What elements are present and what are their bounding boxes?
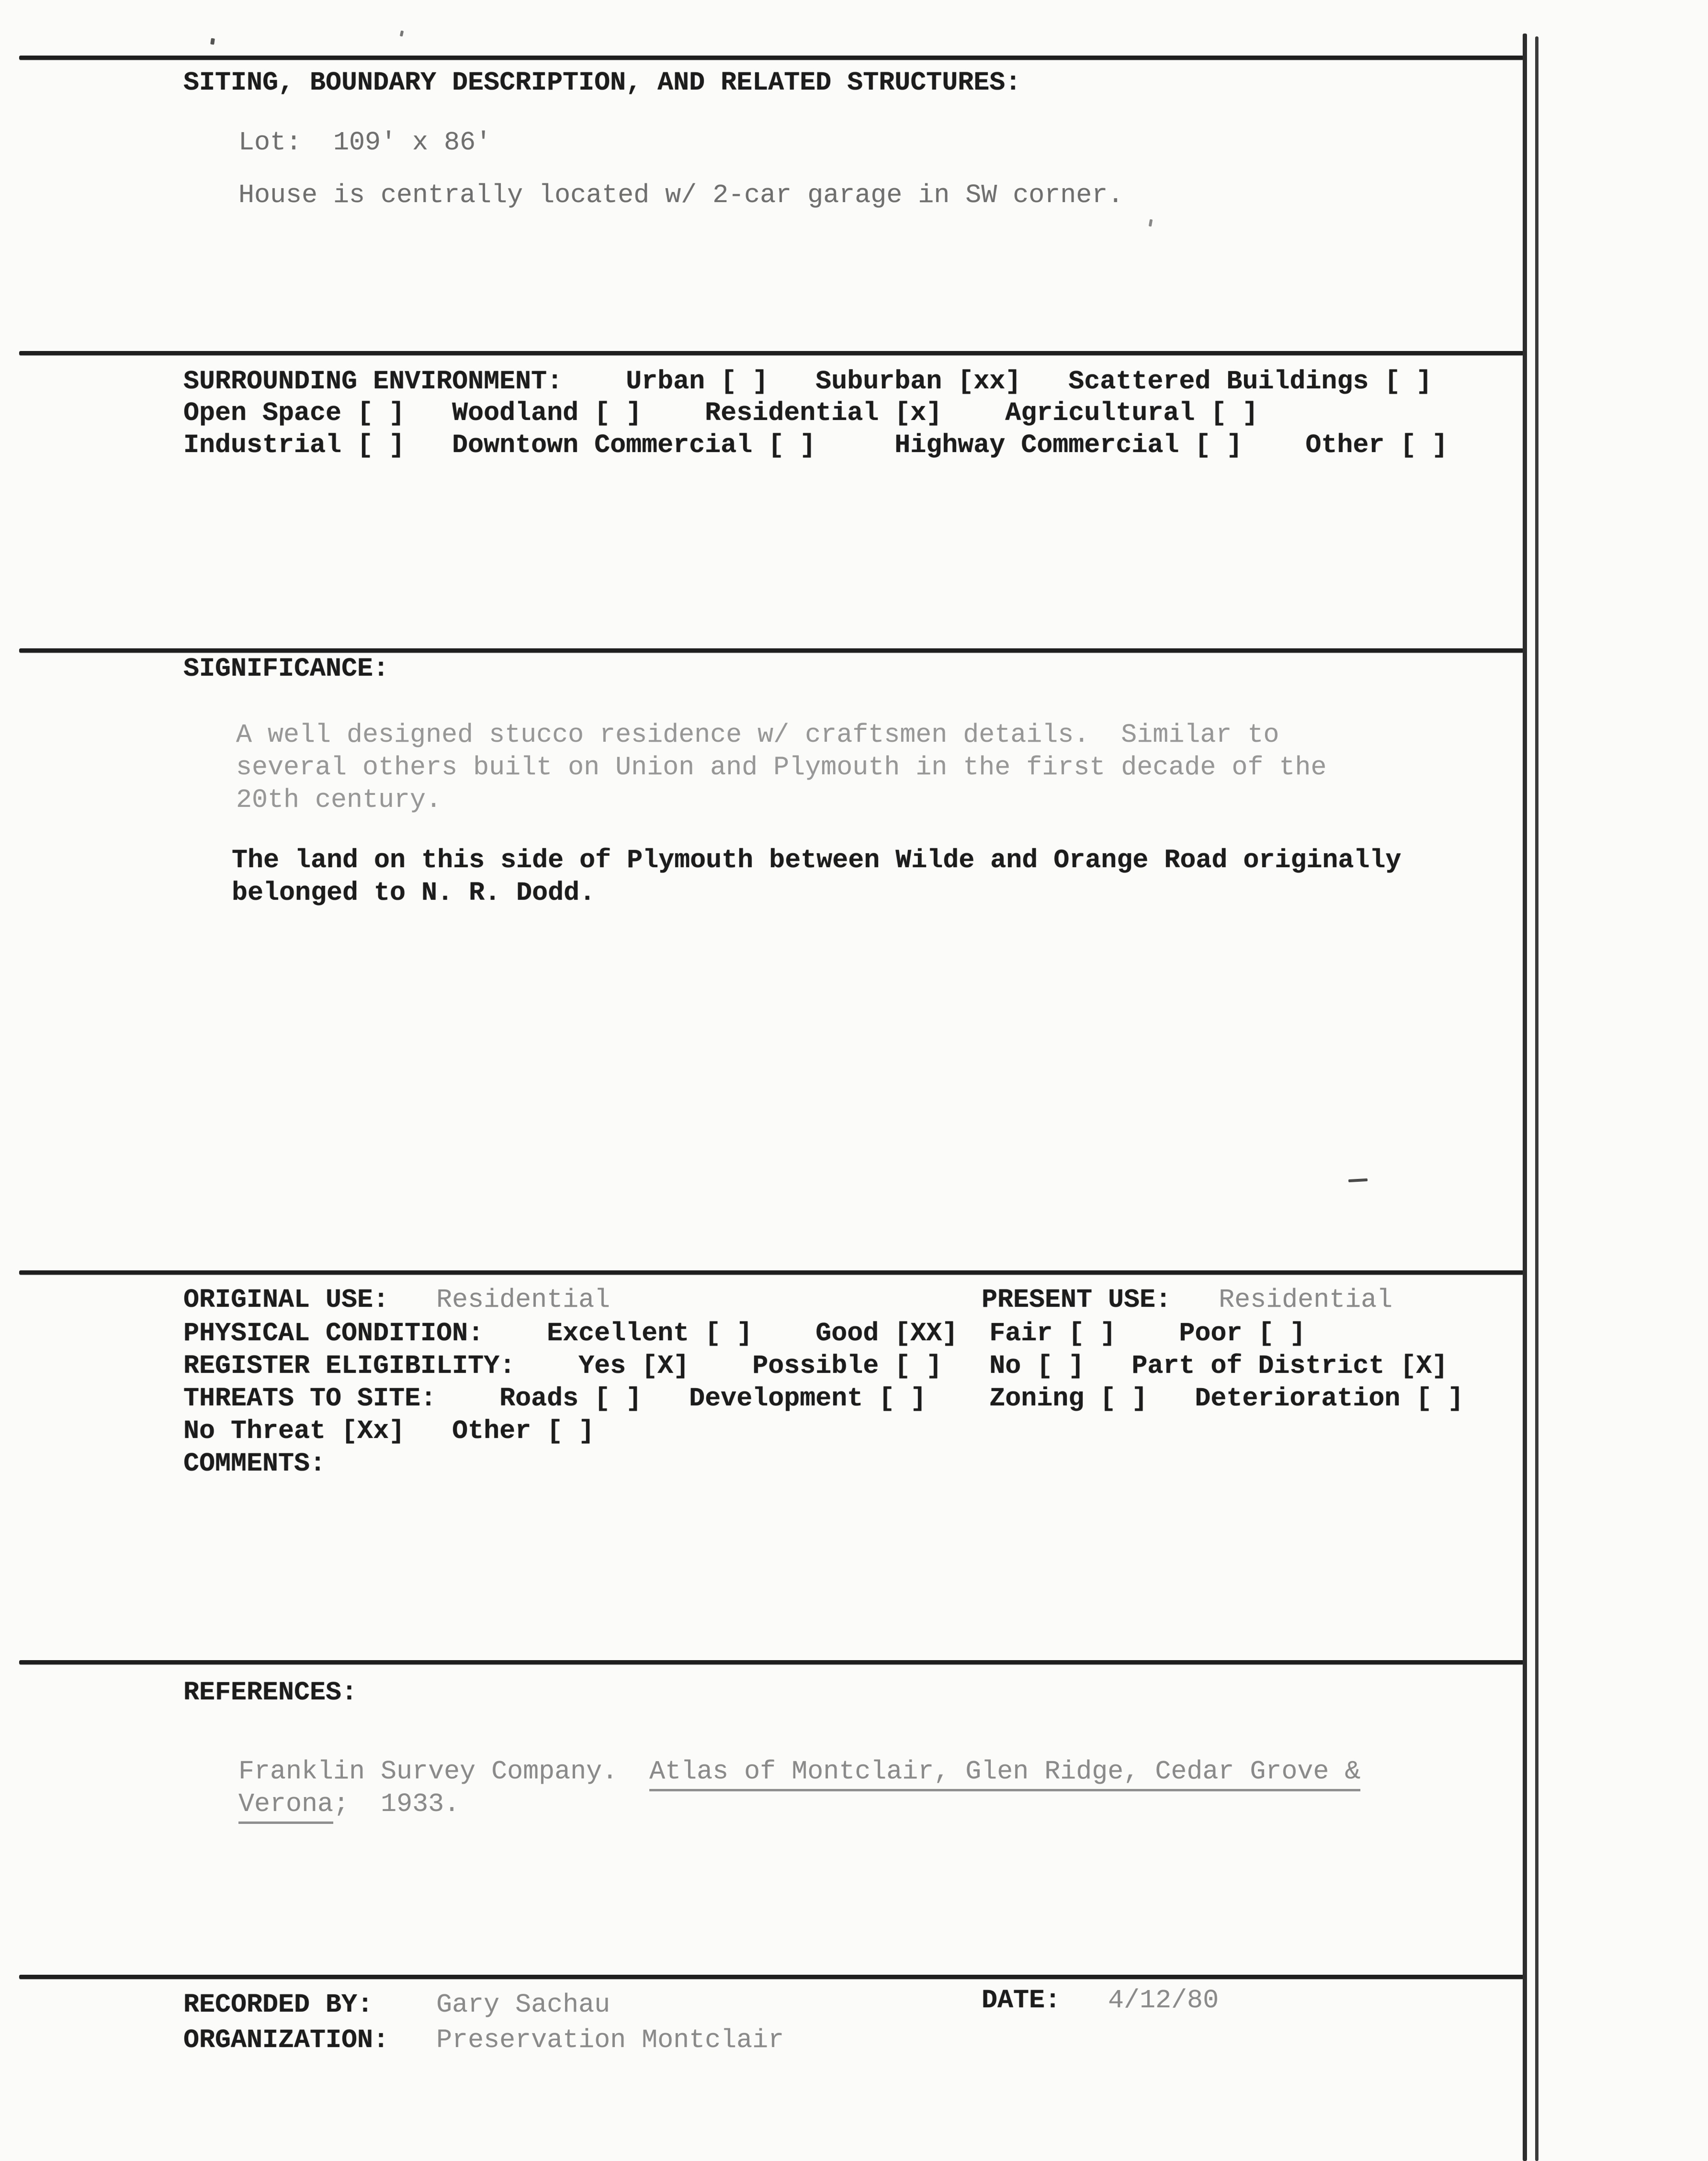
horizontal-rule-use (19, 1270, 1524, 1275)
date-label: DATE: (982, 1985, 1061, 2015)
significance-paragraph1-line3: 20th century. (236, 785, 442, 815)
date-value: 4/12/80 (1108, 1985, 1219, 2015)
reference-atlas-title: Atlas of Montclair, Glen Ridge, Cedar Grove & (649, 1756, 1360, 1791)
threats-to-site-line: THREATS TO SITE: Roads [ ] Development [ ] Zoning [ ] Deterioration [ ] (183, 1383, 1464, 1414)
references-title: REFERENCES: (183, 1677, 358, 1708)
original-use-label: ORIGINAL USE: (183, 1285, 389, 1315)
reference-author: Franklin Survey Company. (238, 1756, 618, 1787)
recorded-by-line (183, 1991, 610, 2018)
original-use-value: Residential (436, 1285, 611, 1315)
significance-title: SIGNIFICANCE: (183, 654, 389, 684)
ink-speck (210, 38, 215, 45)
horizontal-rule-footer (19, 1975, 1524, 1979)
right-border-line-outer (1535, 36, 1538, 2161)
reference-citation-line2 (238, 1791, 460, 1817)
present-use-line (982, 1287, 1392, 1313)
horizontal-rule-references (19, 1660, 1524, 1664)
original-use-line (183, 1287, 610, 1313)
significance-paragraph2-line1: The land on this side of Plymouth between Wilde and Orange Road originally (232, 845, 1402, 875)
date-line (982, 1987, 1219, 2014)
significance-paragraph1-line2: several others built on Union and Plymouth in the first decade of the (236, 752, 1327, 782)
environment-checkbox-line-3: Industrial [ ] Downtown Commercial [ ] Highway Commercial [ ] Other [ ] (183, 430, 1448, 460)
environment-checkbox-line-2: Open Space [ ] Woodland [ ] Residential [x] Agricultural [ ] (183, 398, 1258, 428)
lot-dimensions-line: Lot: 109' x 86' (238, 127, 492, 158)
siting-title: SITING, BOUNDARY DESCRIPTION, AND RELATED STRUCTURES: (183, 68, 1021, 98)
recorded-by-label: RECORDED BY: (183, 1990, 373, 2020)
dash-mark (1348, 1178, 1368, 1182)
ink-speck (1149, 219, 1153, 227)
reference-atlas-title-continued: Verona (238, 1789, 333, 1824)
reference-citation-line1 (238, 1758, 1360, 1785)
horizontal-rule-significance (19, 648, 1524, 653)
ink-speck (400, 31, 404, 37)
house-location-line: House is centrally located w/ 2-car garage in SW corner. (238, 180, 1124, 210)
present-use-value: Residential (1219, 1285, 1393, 1315)
recorded-by-value: Gary Sachau (436, 1990, 611, 2020)
right-border-line-inner (1523, 34, 1527, 2161)
reference-year: ; 1933. (333, 1789, 460, 1819)
threats-to-site-line-2: No Threat [Xx] Other [ ] (183, 1416, 595, 1446)
organization-line (183, 2027, 784, 2053)
physical-condition-line: PHYSICAL CONDITION: Excellent [ ] Good [XX] Fair [ ] Poor [ ] (183, 1318, 1306, 1348)
environment-checkbox-line-1: SURROUNDING ENVIRONMENT: Urban [ ] Suburban [xx] Scattered Buildings [ ] (183, 366, 1432, 396)
organization-label: ORGANIZATION: (183, 2025, 389, 2055)
comments-label: COMMENTS: (183, 1448, 326, 1479)
horizontal-rule-top (19, 56, 1524, 60)
horizontal-rule-environment (19, 351, 1524, 355)
significance-paragraph2-line2: belonged to N. R. Dodd. (232, 878, 596, 908)
register-eligibility-line: REGISTER ELIGIBILITY: Yes [X] Possible [ ] No [ ] Part of District [X] (183, 1351, 1448, 1381)
organization-value: Preservation Montclair (436, 2025, 784, 2055)
present-use-label: PRESENT USE: (982, 1285, 1172, 1315)
significance-paragraph1-line1: A well designed stucco residence w/ craftsmen details. Similar to (236, 720, 1279, 750)
